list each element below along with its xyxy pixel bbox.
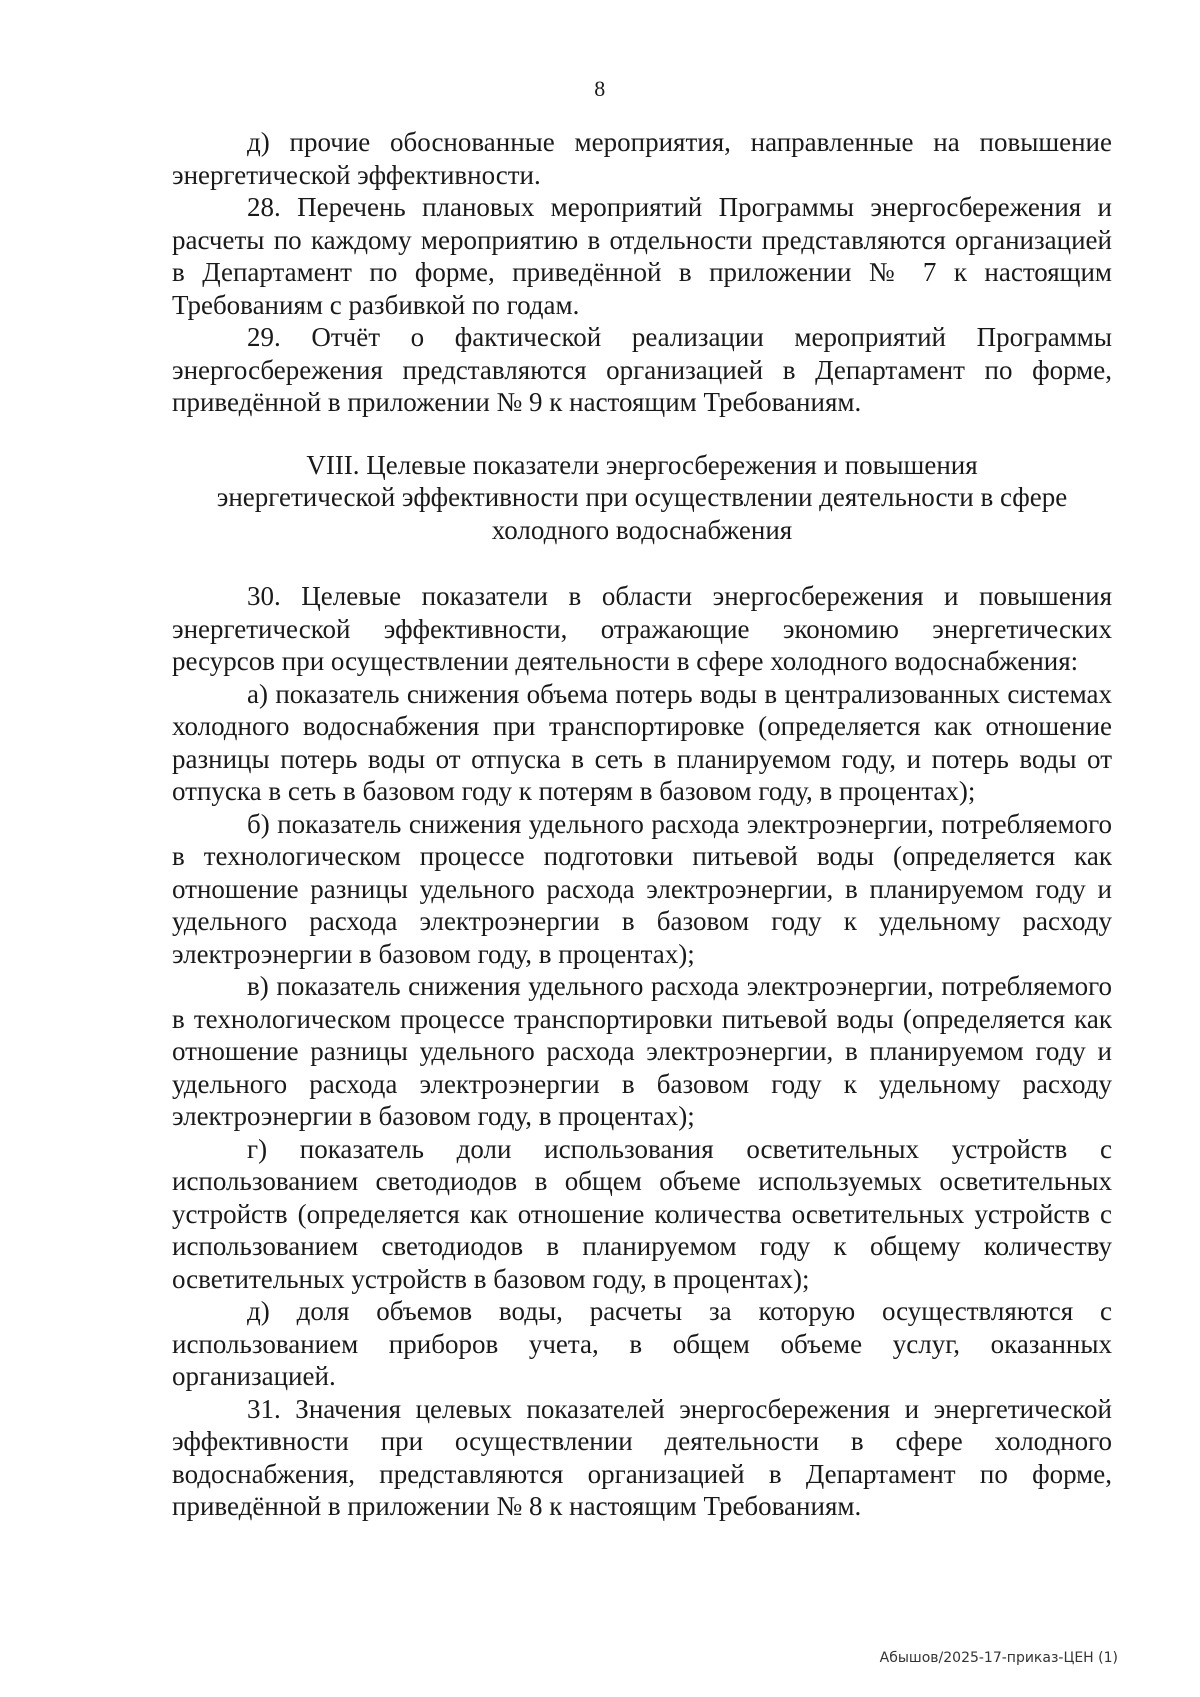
section-heading-line: холодного водоснабжения	[491, 514, 793, 545]
paragraph-30-item-g: г) показатель доли использования осветительных устройств с использованием светодиодов в общем объеме используемых осветительных устройств (определяется как отношение количества осветительных устройств с использованием светодиодов в планируемом году к общему количеству осветительных устройств в базовом году, в процентах);	[172, 1133, 1112, 1294]
paragraph-30-item-d: д) доля объемов воды, расчеты за которую осуществляются с использованием приборов учета, в общем объеме услуг, оказанных организацией.	[172, 1296, 1112, 1391]
paragraph-29: 29. Отчёт о фактической реализации мероприятий Программы энергосбережения представляются организацией в Департамент по форме, приведённой в приложении № 9 к настоящим Требованиям.	[172, 322, 1112, 417]
paragraph-item-d-measures: д) прочие обоснованные мероприятия, направленные на повышение энергетической эффективности.	[172, 127, 1112, 190]
document-footer-id: Абышов/2025-17-приказ-ЦЕН (1)	[879, 1650, 1118, 1666]
paragraph-31: 31. Значения целевых показателей энергосбережения и энергетической эффективности при осуществлении деятельности в сфере холодного водоснабжения, представляются организацией в Департамент по форме, приведённой в приложении № 8 к настоящим Требованиям.	[172, 1393, 1112, 1521]
page-number: 8	[594, 76, 606, 101]
document-body	[172, 126, 1112, 1523]
section-heading-line: VIII. Целевые показатели энергосбережения и повышения	[306, 449, 978, 480]
section-heading	[172, 449, 1112, 547]
paragraph-30-item-v: в) показатель снижения удельного расхода электроэнергии, потребляемого в технологическом процессе транспортировки питьевой воды (определяется как отношение разницы удельного расхода электроэнергии, в планируемом году и удельного расхода электроэнергии в базовом году к удельному расходу электроэнергии в базовом году, в процентах);	[172, 971, 1112, 1131]
paragraph-30: 30. Целевые показатели в области энергосбережения и повышения энергетической эффективности, отражающие экономию энергетических ресурсов при осуществлении деятельности в сфере холодного водоснабжения:	[172, 581, 1112, 676]
section-heading-line: энергетической эффективности при осуществлении деятельности в сфере	[216, 482, 1068, 512]
paragraph-30-item-b: б) показатель снижения удельного расхода электроэнергии, потребляемого в технологическом процессе подготовки питьевой воды (определяется как отношение разницы удельного расхода электроэнергии, в планируемом году и удельного расхода электроэнергии в базовом году к удельному расходу электроэнергии в базовом году, в процентах);	[172, 808, 1112, 969]
paragraph-28: 28. Перечень плановых мероприятий Программы энергосбережения и расчеты по каждому мероприятию в отдельности представляются организацией в Департамент по форме, приведённой в приложении № 7 к настоящим Требованиям с разбивкой по годам.	[172, 192, 1112, 320]
paragraph-30-item-a: а) показатель снижения объема потерь воды в централизованных системах холодного водоснабжения при транспортировке (определяется как отношение разницы потерь воды от отпуска в сеть в планируемом году, и потерь воды от отпуска в сеть в базовом году к потерям в базовом году, в процентах);	[172, 678, 1112, 806]
